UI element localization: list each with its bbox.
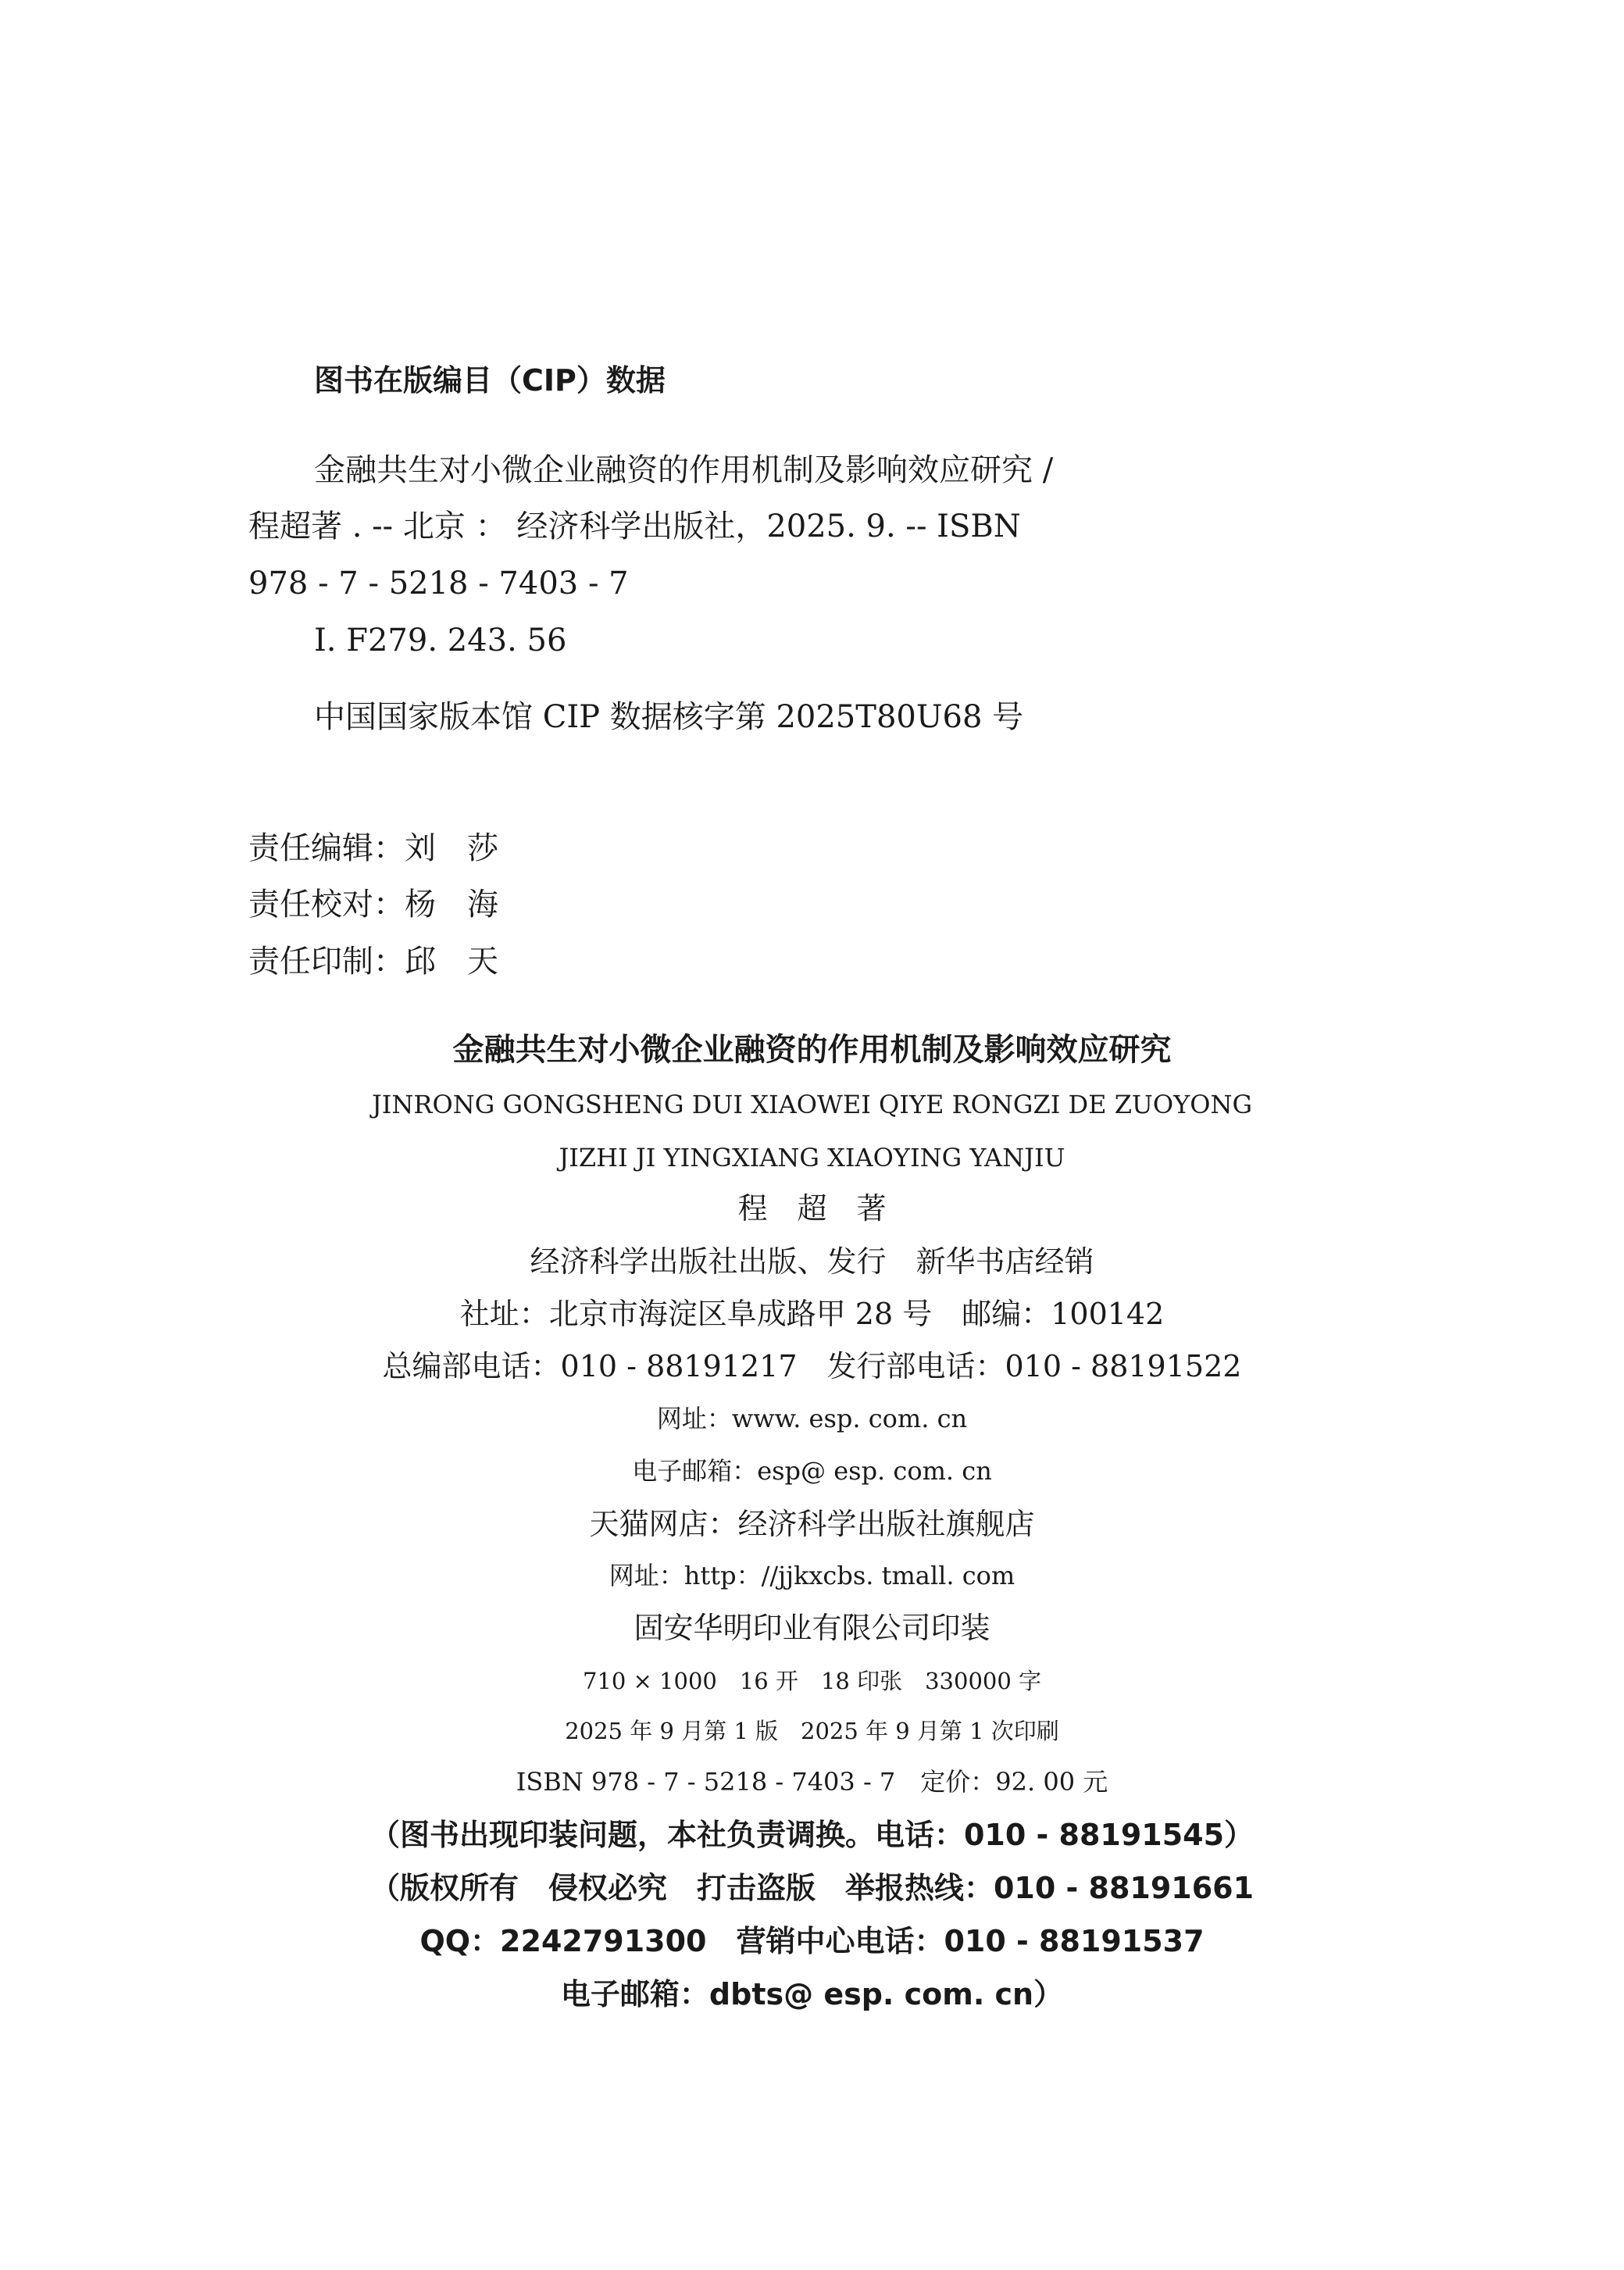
staff-name: 杨 海 — [405, 887, 498, 923]
cip-record-line-3: 978 - 7 - 5218 - 7403 - 7 — [248, 566, 629, 601]
author-line: 程 超 著 — [737, 1191, 887, 1226]
notice-line-1: （图书出现印装问题，本社负责调换。电话：010 - 88191545） — [369, 1818, 1255, 1852]
cip-record-line-2: 程超著 . -- 北京 ： 经济科学出版社，2025. 9. -- ISBN — [248, 509, 1021, 544]
website-line: 网址：www. esp. com. cn — [656, 1404, 968, 1433]
tmall-url-line: 网址：http：//jjkxcbs. tmall. com — [609, 1561, 1015, 1590]
notice-line-3: QQ：2242791300 营销中心电话：010 - 88191537 — [419, 1924, 1205, 1958]
staff-role: 责任校对： — [248, 887, 405, 923]
notice-line-4: 电子邮箱：dbts@ esp. com. cn） — [560, 1977, 1064, 2011]
staff-name: 刘 莎 — [405, 830, 498, 866]
pinyin-title-line-1: JINRONG GONGSHENG DUI XIAOWEI QIYE RONGZI DE ZUOYONG — [371, 1090, 1253, 1119]
printer-line: 固安华明印业有限公司印装 — [634, 1611, 990, 1645]
phones-line: 总编部电话：010 - 88191217 发行部电话：010 - 88191522 — [382, 1349, 1242, 1383]
cip-record-line-1: 金融共生对小微企业融资的作用机制及影响效应研究 / — [314, 452, 1054, 488]
pinyin-title-line-2: JIZHI JI YINGXIANG XIAOYING YANJIU — [559, 1143, 1065, 1172]
staff-printing-supervisor — [248, 944, 498, 980]
cip-classification: Ⅰ. F279. 243. 56 — [314, 623, 567, 659]
email-line: 电子邮箱：esp@ esp. com. cn — [632, 1456, 992, 1486]
staff-name: 邱 天 — [405, 944, 498, 980]
staff-editor — [248, 830, 498, 866]
staff-role: 责任编辑： — [248, 830, 405, 866]
staff-proofreader — [248, 887, 498, 923]
cip-verification-number: 中国国家版本馆 CIP 数据核字第 2025T80U68 号 — [314, 699, 1024, 735]
book-title: 金融共生对小微企业融资的作用机制及影响效应研究 — [452, 1032, 1172, 1068]
address-line: 社址：北京市海淀区阜成路甲 28 号 邮编：100142 — [459, 1297, 1165, 1331]
format-line: 710 × 1000 16 开 18 印张 330000 字 — [582, 1668, 1042, 1694]
edition-line: 2025 年 9 月第 1 版 2025 年 9 月第 1 次印刷 — [565, 1718, 1059, 1744]
cip-heading: 图书在版编目（CIP）数据 — [314, 363, 666, 398]
tmall-store-line: 天猫网店：经济科学出版社旗舰店 — [589, 1507, 1035, 1541]
notice-line-2: （版权所有 侵权必究 打击盗版 举报热线：010 - 88191661 — [369, 1871, 1255, 1905]
staff-role: 责任印制： — [248, 944, 405, 980]
publisher-line: 经济科学出版社出版、发行 新华书店经销 — [530, 1244, 1094, 1279]
isbn-price-line: ISBN 978 - 7 - 5218 - 7403 - 7 定价：92. 00 元 — [516, 1767, 1108, 1797]
